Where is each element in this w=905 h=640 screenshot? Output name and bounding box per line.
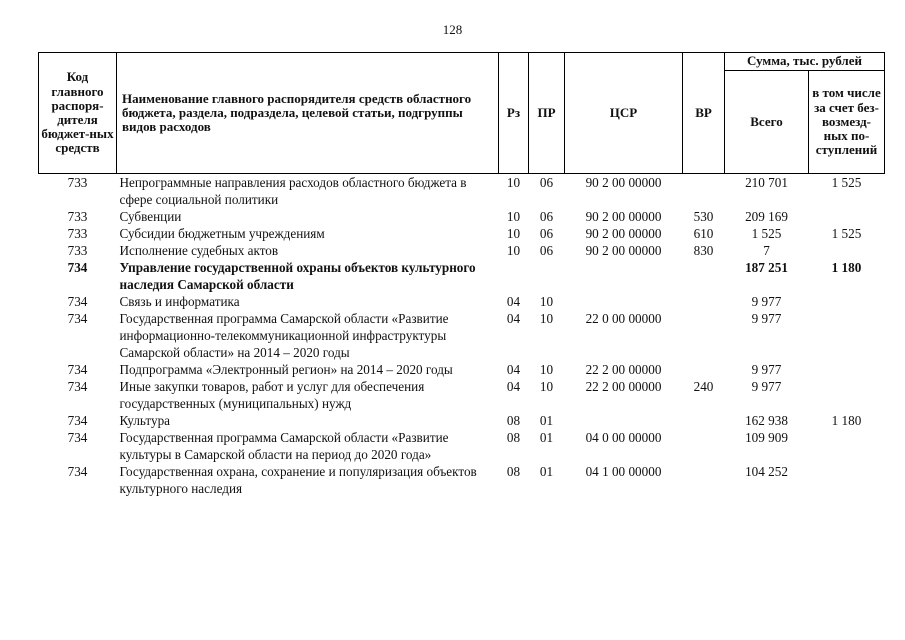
cell-vr: 830 xyxy=(693,243,714,258)
header-code: Код главного распоря-дителя бюджет-ных средств xyxy=(39,53,117,174)
cell-csr xyxy=(565,259,683,293)
cell-incl: 1 180 xyxy=(831,260,862,275)
cell-incl xyxy=(809,378,885,412)
page-number: 128 xyxy=(442,22,463,37)
cell-code: 733 xyxy=(67,209,88,224)
cell-code: 734 xyxy=(67,260,88,275)
cell-incl: 1 525 xyxy=(831,226,862,241)
table-row xyxy=(39,225,885,242)
table-row xyxy=(39,174,885,209)
cell-csr: 90 2 00 00000 xyxy=(585,243,662,258)
cell-incl xyxy=(809,463,885,497)
table-row xyxy=(39,208,885,225)
cell-rz: 08 xyxy=(506,413,521,428)
cell-code: 734 xyxy=(67,413,88,428)
cell-pr: 01 xyxy=(539,464,554,479)
table-row xyxy=(39,310,885,361)
cell-csr: 04 1 00 00000 xyxy=(585,464,662,479)
header-vr: ВР xyxy=(683,53,725,174)
budget-table xyxy=(38,52,885,497)
cell-incl xyxy=(809,242,885,259)
cell-total: 209 169 xyxy=(745,209,788,224)
cell-total: 187 251 xyxy=(745,260,788,275)
cell-csr: 90 2 00 00000 xyxy=(585,209,662,224)
cell-code: 733 xyxy=(67,226,88,241)
cell-csr: 04 0 00 00000 xyxy=(585,430,662,445)
cell-pr xyxy=(529,259,565,293)
cell-rz: 04 xyxy=(506,311,521,326)
table-row xyxy=(39,361,885,378)
cell-vr xyxy=(683,429,725,463)
cell-name: Культура xyxy=(119,413,171,428)
cell-pr: 06 xyxy=(539,226,554,241)
table-row xyxy=(39,463,885,497)
cell-total: 104 252 xyxy=(745,464,788,479)
cell-vr: 610 xyxy=(693,226,714,241)
cell-pr: 06 xyxy=(539,175,554,190)
cell-rz: 10 xyxy=(506,226,521,241)
cell-incl xyxy=(809,361,885,378)
cell-code: 734 xyxy=(67,464,88,479)
cell-name: Связь и информатика xyxy=(119,294,240,309)
cell-incl: 1 180 xyxy=(831,413,862,428)
cell-code: 734 xyxy=(67,379,88,394)
cell-vr xyxy=(683,174,725,209)
cell-code: 734 xyxy=(67,311,88,326)
cell-name: Государственная программа Самарской области «Развитие информационно-телекоммуникационной инфраструктуры Самарской области» на 2014 – 2020 годы xyxy=(119,311,449,360)
cell-name: Субсидии бюджетным учреждениям xyxy=(119,226,325,241)
cell-name: Управление государственной охраны объектов культурного наследия Самарской области xyxy=(119,260,476,292)
cell-csr: 22 0 00 00000 xyxy=(585,311,662,326)
cell-total: 1 525 xyxy=(751,226,782,241)
cell-name: Иные закупки товаров, работ и услуг для обеспечения государственных (муниципальных) нужд xyxy=(119,379,425,411)
cell-pr: 10 xyxy=(539,294,554,309)
cell-name: Подпрограмма «Электронный регион» на 2014 – 2020 годы xyxy=(119,362,453,377)
cell-vr xyxy=(683,259,725,293)
cell-vr xyxy=(683,310,725,361)
header-total: Всего xyxy=(725,71,809,174)
header-name: Наименование главного распорядителя средств областного бюджета, раздела, подраздела, целевой статьи, подгруппы видов расходов xyxy=(117,53,499,174)
cell-incl xyxy=(809,310,885,361)
cell-vr: 530 xyxy=(693,209,714,224)
cell-incl xyxy=(809,293,885,310)
header-pr: ПР xyxy=(529,53,565,174)
cell-vr xyxy=(683,412,725,429)
cell-pr: 06 xyxy=(539,243,554,258)
cell-total: 9 977 xyxy=(751,379,782,394)
cell-rz: 10 xyxy=(506,243,521,258)
cell-rz: 04 xyxy=(506,294,521,309)
table-row xyxy=(39,429,885,463)
table-row xyxy=(39,259,885,293)
cell-total: 109 909 xyxy=(745,430,788,445)
cell-code: 734 xyxy=(67,362,88,377)
header-sum: Сумма, тыс. рублей xyxy=(725,53,885,71)
table-header xyxy=(39,53,885,174)
cell-csr: 90 2 00 00000 xyxy=(585,175,662,190)
cell-pr: 01 xyxy=(539,413,554,428)
cell-code: 734 xyxy=(67,430,88,445)
header-csr: ЦСР xyxy=(565,53,683,174)
cell-pr: 01 xyxy=(539,430,554,445)
cell-vr: 240 xyxy=(693,379,714,394)
cell-incl xyxy=(809,208,885,225)
cell-rz: 08 xyxy=(506,464,521,479)
cell-vr xyxy=(683,361,725,378)
table-row xyxy=(39,242,885,259)
cell-rz: 08 xyxy=(506,430,521,445)
cell-code: 733 xyxy=(67,243,88,258)
cell-rz: 04 xyxy=(506,379,521,394)
cell-total: 210 701 xyxy=(745,175,788,190)
cell-vr xyxy=(683,463,725,497)
cell-pr: 06 xyxy=(539,209,554,224)
cell-incl xyxy=(809,429,885,463)
cell-code: 733 xyxy=(67,175,88,190)
cell-name: Исполнение судебных актов xyxy=(119,243,279,258)
cell-total: 162 938 xyxy=(745,413,788,428)
cell-total: 7 xyxy=(763,243,770,258)
cell-incl: 1 525 xyxy=(831,175,862,190)
cell-csr: 22 2 00 00000 xyxy=(585,362,662,377)
table-row xyxy=(39,293,885,310)
cell-rz xyxy=(499,259,529,293)
cell-pr: 10 xyxy=(539,379,554,394)
cell-csr xyxy=(565,293,683,310)
cell-pr: 10 xyxy=(539,362,554,377)
cell-name: Государственная программа Самарской области «Развитие культуры в Самарской области на период до 2020 года» xyxy=(119,430,449,462)
header-rz: Рз xyxy=(499,53,529,174)
cell-vr xyxy=(683,293,725,310)
cell-rz: 10 xyxy=(506,175,521,190)
cell-csr xyxy=(565,412,683,429)
cell-rz: 04 xyxy=(506,362,521,377)
cell-name: Государственная охрана, сохранение и популяризация объектов культурного наследия xyxy=(119,464,477,496)
cell-pr: 10 xyxy=(539,311,554,326)
cell-rz: 10 xyxy=(506,209,521,224)
table-row xyxy=(39,378,885,412)
table-body xyxy=(39,174,885,498)
cell-csr: 22 2 00 00000 xyxy=(585,379,662,394)
table-row xyxy=(39,412,885,429)
cell-code: 734 xyxy=(67,294,88,309)
cell-total: 9 977 xyxy=(751,311,782,326)
header-incl: в том числе за счет без-возмезд-ных по-ступлений xyxy=(809,71,885,174)
cell-total: 9 977 xyxy=(751,362,782,377)
cell-name: Непрограммные направления расходов областного бюджета в сфере социальной политики xyxy=(119,175,467,207)
cell-csr: 90 2 00 00000 xyxy=(585,226,662,241)
cell-total: 9 977 xyxy=(751,294,782,309)
cell-name: Субвенции xyxy=(119,209,182,224)
